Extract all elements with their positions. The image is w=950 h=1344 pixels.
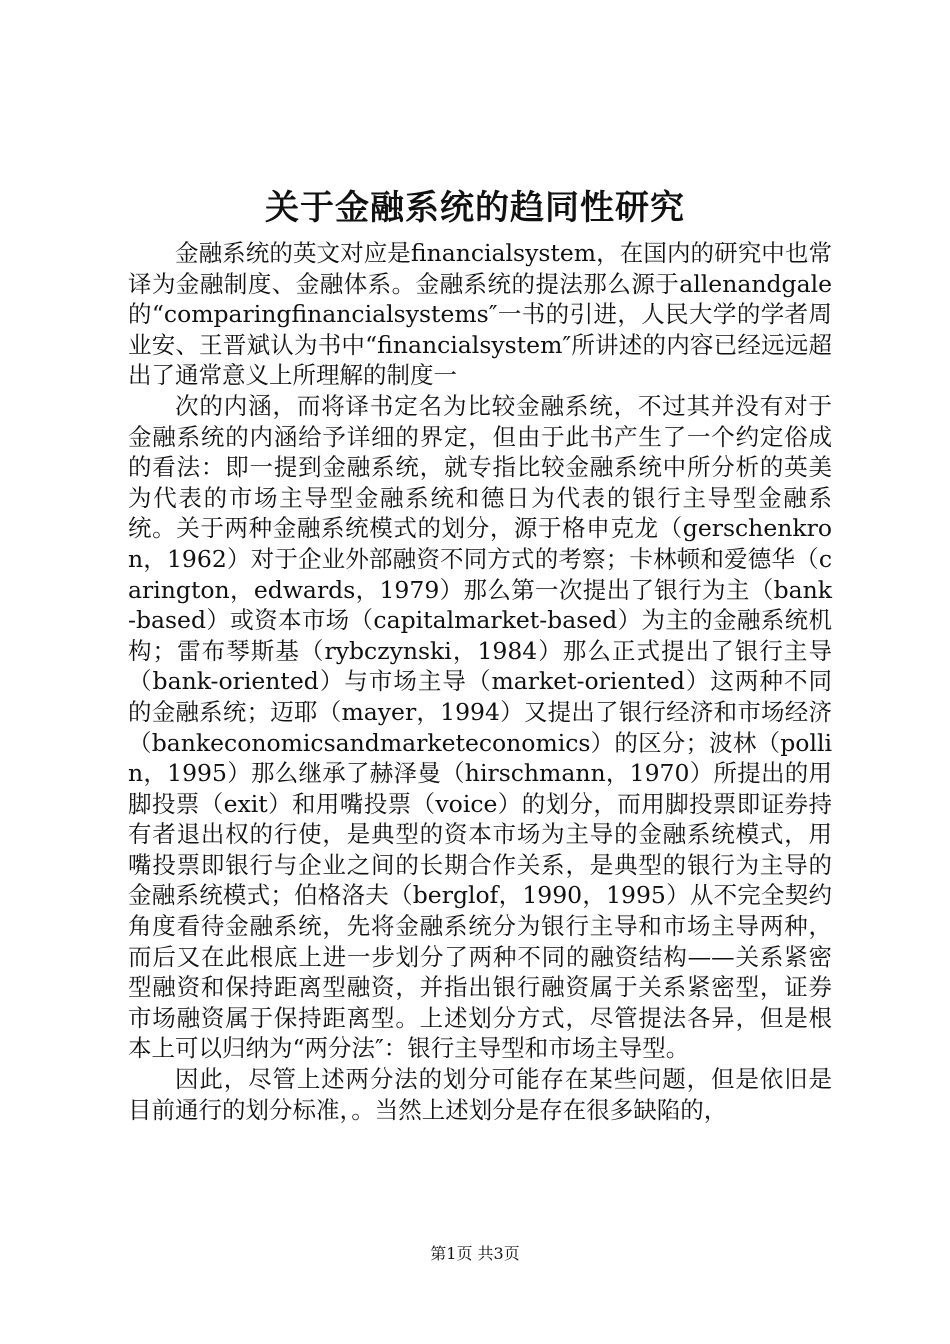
page-footer: 第1页 共3页 <box>430 1244 520 1263</box>
document-body <box>128 238 832 1125</box>
paragraph: 次的内涵，而将译书定名为比较金融系统，不过其并没有对于金融系统的内涵给予详细的界定，但由于此书产生了一个约定俗成的看法：即一提到金融系统，就专指比较金融系统中所分析的英美为代表的市场主导型金融系统和德日为代表的银行主导型金融系统。关于两种金融系统模式的划分，源于格申克龙（gerschenkron，1962）对于企业外部融资不同方式的考察；卡林顿和爱德华（carington，edwards，1979）那么第一次提出了银行为主（bank-based）或资本市场（capitalmarket-based）为主的金融系统机构；雷布琴斯基（rybczynski，1984）那么正式提出了银行主导（bank-oriented）与市场主导（market-oriented）这两种不同的金融系统；迈耶（mayer，1994）又提出了银行经济和市场经济（bankeconomicsandmarketeconomics）的区分；波林（pollin，1995）那么继承了赫泽曼（hirschmann，1970）所提出的用脚投票（exit）和用嘴投票（voice）的划分，而用脚投票即证券持有者退出权的行使，是典型的资本市场为主导的金融系统模式，用嘴投票即银行与企业之间的长期合作关系，是典型的银行为主导的金融系统模式；伯格洛夫（berglof，1990，1995）从不完全契约角度看待金融系统，先将金融系统分为银行主导和市场主导两种，而后又在此根底上进一步划分了两种不同的融资结构——关系紧密型融资和保持距离型融资，并指出银行融资属于关系紧密型，证券市场融资属于保持距离型。上述划分方式，尽管提法各异，但是根本上可以归纳为“两分法″：银行主导型和市场主导型。 <box>128 391 832 1063</box>
paragraph: 金融系统的英文对应是financialsystem，在国内的研究中也常译为金融制度、金融体系。金融系统的提法那么源于allenandgale的“comparingfinancialsystems″一书的引进，人民大学的学者周业安、王晋斌认为书中“financialsystem″所讲述的内容已经远远超出了通常意义上所理解的制度一 <box>128 239 832 390</box>
page-title: 关于金融系统的趋同性研究 <box>265 188 685 228</box>
paragraph: 因此，尽管上述两分法的划分可能存在某些问题，但是依旧是目前通行的划分标准，。当然上述划分是存在很多缺陷的， <box>128 1065 832 1124</box>
